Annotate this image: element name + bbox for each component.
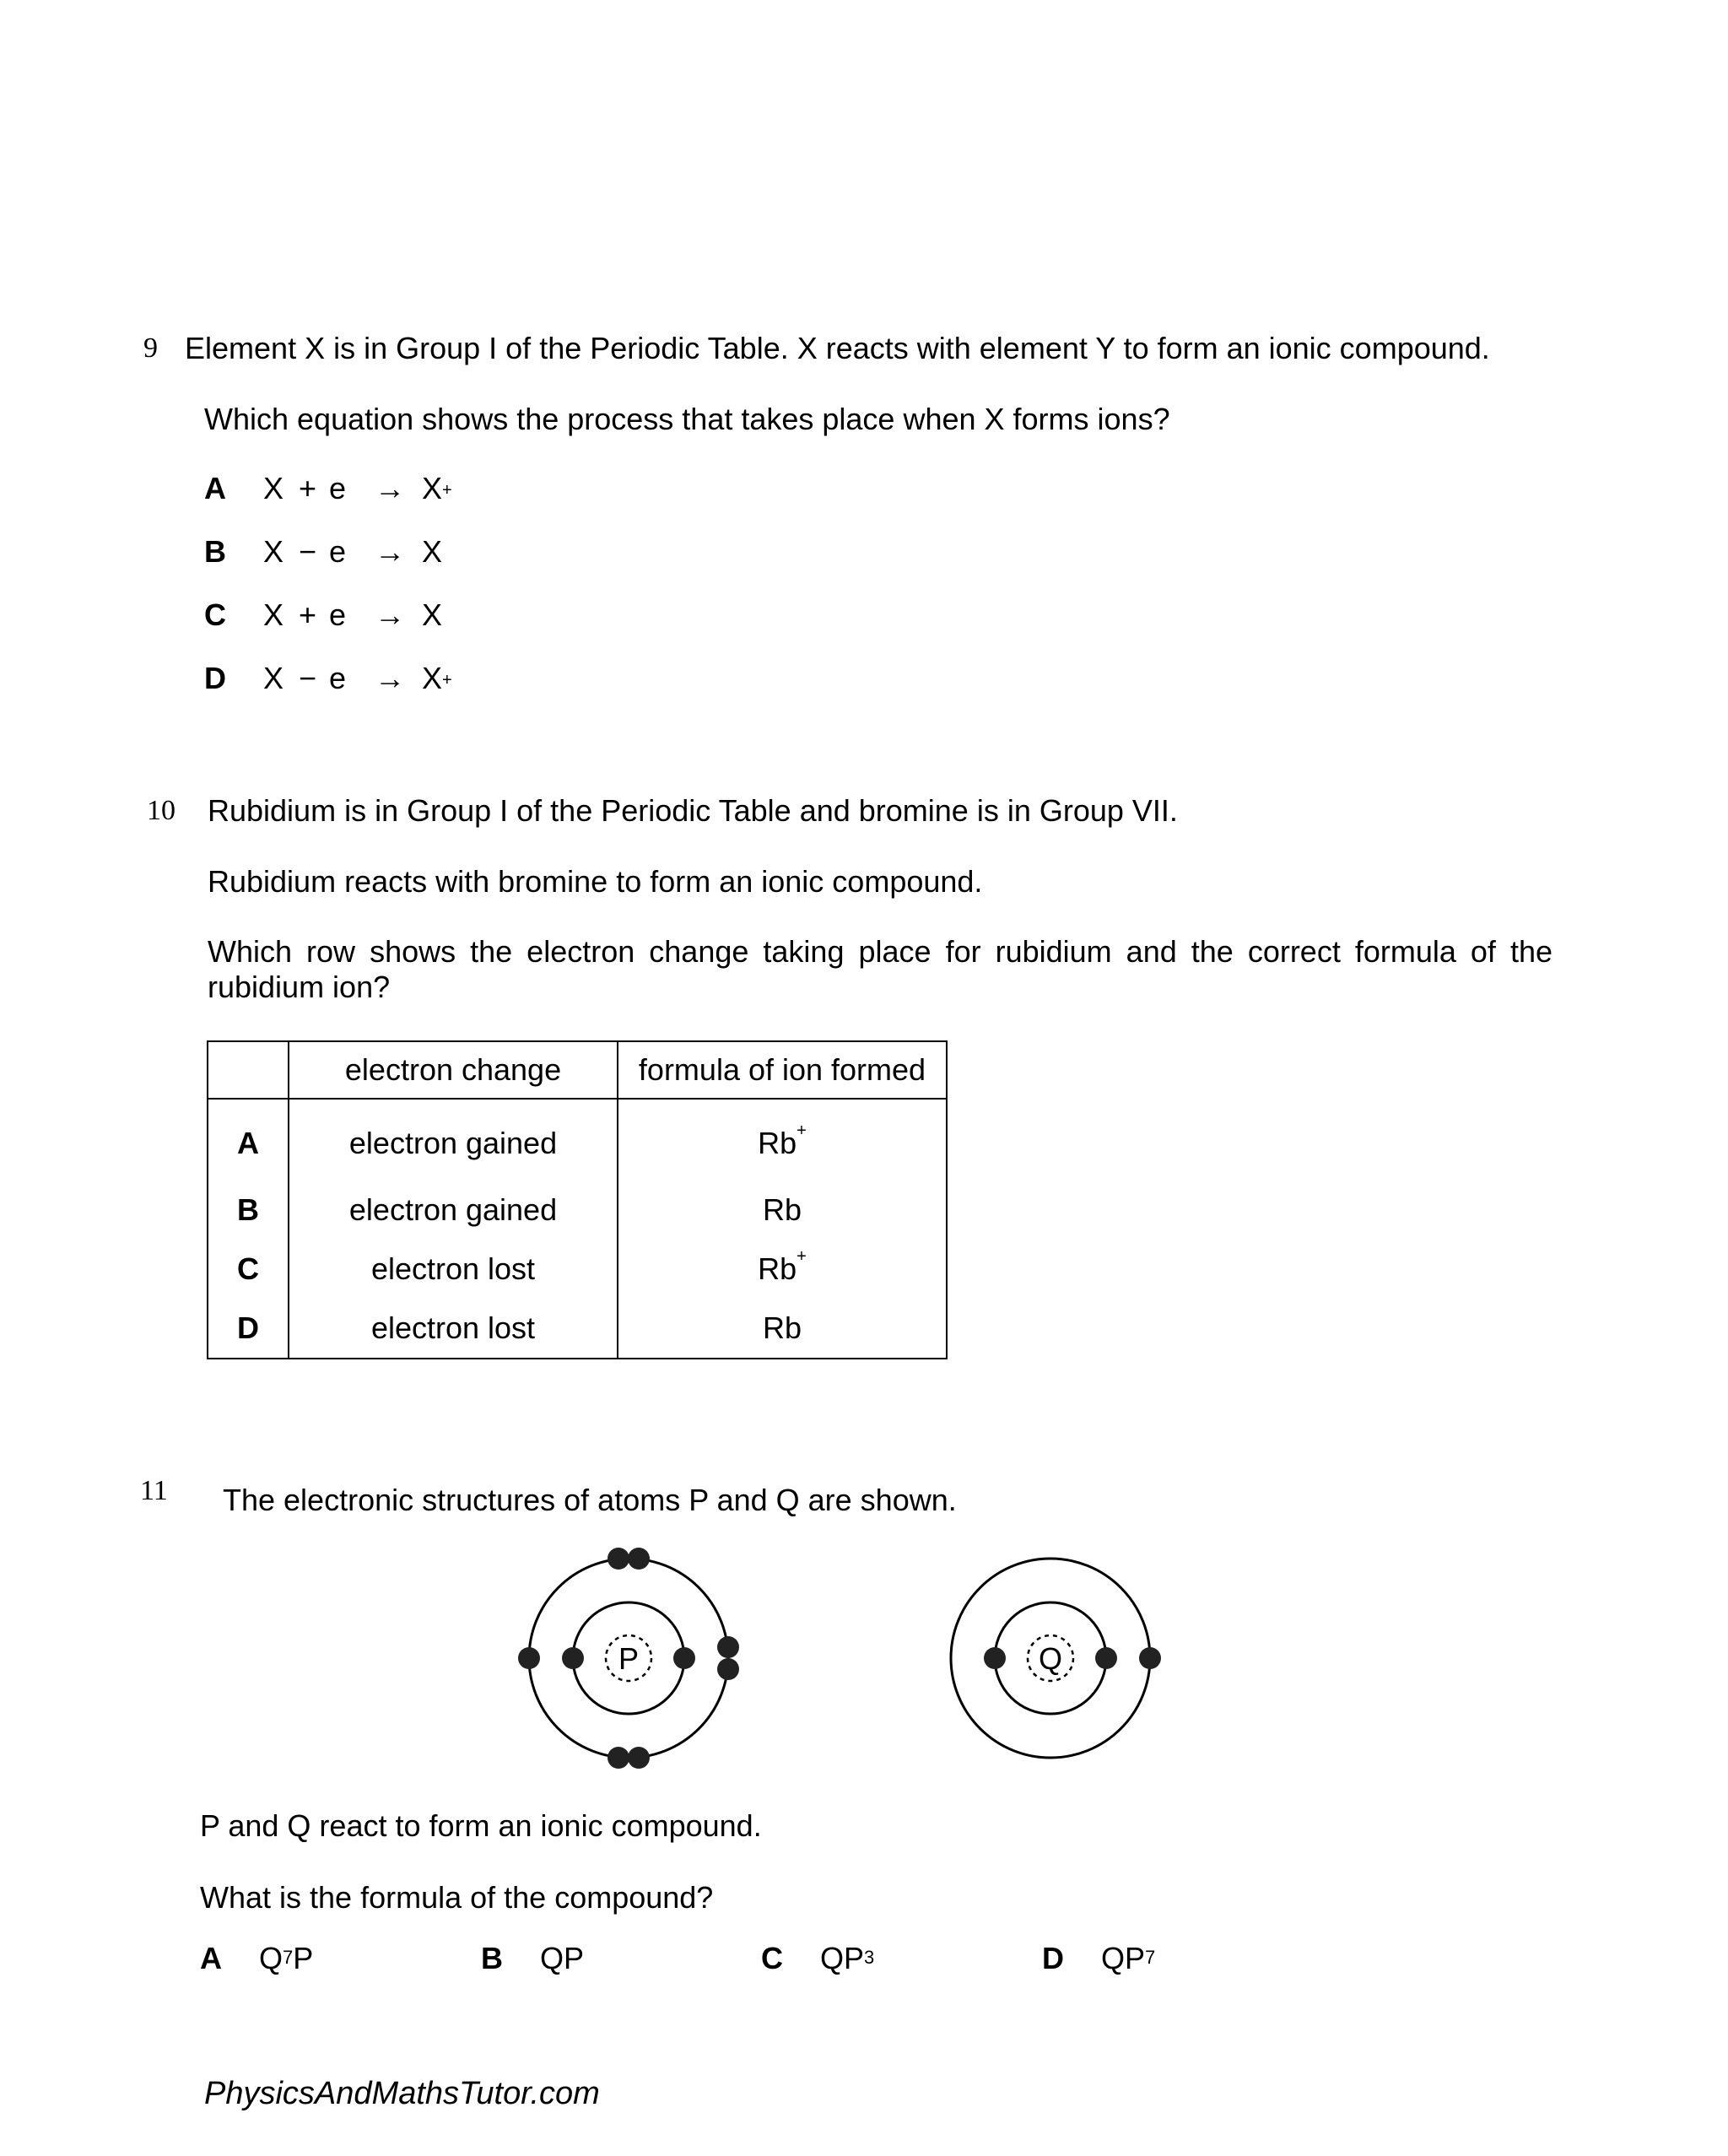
arrow-icon: → xyxy=(375,662,405,695)
electron xyxy=(628,1548,650,1570)
electron xyxy=(518,1647,540,1669)
reactant: X xyxy=(263,534,284,569)
operator: + xyxy=(299,471,317,505)
option-letter: D xyxy=(204,661,226,695)
option-c[interactable] xyxy=(761,1940,874,1977)
row-ion-formula xyxy=(618,1181,947,1240)
arrow-icon: → xyxy=(375,472,405,505)
ion-symbol: Rb xyxy=(758,1251,797,1286)
formula-subscript: 7 xyxy=(283,1947,294,1968)
question-9-stem: Element X is in Group I of the Periodic Table. X reacts with element Y to form an ionic compound. xyxy=(185,331,1490,365)
option-letter: B xyxy=(204,534,226,569)
operator: − xyxy=(299,534,317,569)
option-letter: A xyxy=(200,1941,222,1975)
option-d[interactable] xyxy=(204,660,452,697)
question-10-prompt: Which row shows the electron change taking place for rubidium and the correct formula of the rubidium ion? xyxy=(208,934,1552,1004)
electron xyxy=(717,1658,739,1680)
row-letter: C xyxy=(208,1240,289,1299)
question-11-number: 11 xyxy=(140,1475,168,1506)
option-b[interactable] xyxy=(204,533,442,570)
product: X xyxy=(422,471,443,505)
option-c[interactable] xyxy=(204,597,442,634)
rubidium-answer-table xyxy=(207,1040,948,1359)
arrow-icon: → xyxy=(375,598,405,632)
row-electron-change: electron gained xyxy=(289,1099,618,1181)
row-letter: A xyxy=(208,1099,289,1181)
electron: e xyxy=(329,597,347,632)
electron xyxy=(608,1548,629,1570)
question-9-number: 9 xyxy=(143,332,158,364)
formula-part: P xyxy=(293,1941,314,1975)
electron xyxy=(628,1747,650,1769)
electron xyxy=(608,1747,629,1769)
electron: e xyxy=(329,471,347,505)
product: X xyxy=(422,534,443,569)
arrow-icon: → xyxy=(375,535,405,569)
electron-diagrams xyxy=(472,1519,1198,1789)
electron xyxy=(562,1647,584,1669)
atom-q-symbol: Q xyxy=(1038,1641,1063,1676)
charge: + xyxy=(442,481,452,500)
option-b[interactable] xyxy=(481,1940,584,1977)
product: X xyxy=(422,597,443,632)
ion-charge: + xyxy=(796,1247,807,1266)
option-letter: B xyxy=(481,1941,503,1975)
reactant: X xyxy=(263,661,284,695)
atom-q-diagram xyxy=(951,1559,1161,1758)
ion-symbol: Rb xyxy=(762,1310,802,1345)
question-10-stem-2: Rubidium reacts with bromine to form an ionic compound. xyxy=(208,864,983,899)
ion-symbol: Rb xyxy=(762,1192,802,1227)
question-11-stem: The electronic structures of atoms P and Q are shown. xyxy=(223,1483,957,1517)
ion-symbol: Rb xyxy=(758,1126,797,1160)
electron xyxy=(717,1636,739,1658)
product: X xyxy=(422,661,443,695)
option-letter: A xyxy=(204,471,226,505)
option-a[interactable] xyxy=(200,1940,313,1977)
row-ion-formula xyxy=(618,1240,947,1299)
atom-p-symbol: P xyxy=(618,1641,640,1676)
electron xyxy=(673,1647,695,1669)
formula-subscript: 7 xyxy=(1145,1947,1156,1968)
electron xyxy=(984,1647,1006,1669)
table-row[interactable] xyxy=(208,1181,947,1240)
footer-watermark: PhysicsAndMathsTutor.com xyxy=(204,2076,600,2111)
table-row[interactable] xyxy=(208,1240,947,1299)
formula-part: QP xyxy=(1101,1941,1146,1975)
option-a[interactable] xyxy=(204,470,452,507)
table-row[interactable] xyxy=(208,1099,947,1181)
operator: − xyxy=(299,661,317,695)
atom-p-diagram xyxy=(518,1548,739,1769)
row-electron-change: electron lost xyxy=(289,1299,618,1359)
row-electron-change: electron gained xyxy=(289,1181,618,1240)
option-letter: D xyxy=(1042,1941,1064,1975)
row-letter: B xyxy=(208,1181,289,1240)
table-header-electron-change: electron change xyxy=(289,1041,618,1099)
question-11-line-1: P and Q react to form an ionic compound. xyxy=(200,1808,762,1843)
electron xyxy=(1095,1647,1117,1669)
charge: + xyxy=(442,671,452,689)
table-header-row xyxy=(208,1041,947,1099)
electron xyxy=(1139,1647,1161,1669)
table-header-blank xyxy=(208,1041,289,1099)
electron: e xyxy=(329,661,347,695)
option-letter: C xyxy=(204,597,226,632)
row-ion-formula xyxy=(618,1299,947,1359)
formula-part: QP xyxy=(820,1941,865,1975)
table-row[interactable] xyxy=(208,1299,947,1359)
formula-part: Q xyxy=(259,1941,284,1975)
reactant: X xyxy=(263,471,284,505)
question-10-stem: Rubidium is in Group I of the Periodic Table and bromine is in Group VII. xyxy=(208,793,1178,828)
option-d[interactable] xyxy=(1042,1940,1155,1977)
formula-subscript: 3 xyxy=(864,1947,875,1968)
table-header-ion-formula: formula of ion formed xyxy=(618,1041,947,1099)
question-10-number: 10 xyxy=(147,795,176,826)
ion-charge: + xyxy=(796,1121,807,1140)
formula-part: QP xyxy=(540,1941,585,1975)
question-9-prompt: Which equation shows the process that takes place when X forms ions? xyxy=(204,402,1170,436)
question-11-prompt: What is the formula of the compound? xyxy=(200,1880,714,1915)
row-letter: D xyxy=(208,1299,289,1359)
row-ion-formula xyxy=(618,1099,947,1181)
electron: e xyxy=(329,534,347,569)
operator: + xyxy=(299,597,317,632)
row-electron-change: electron lost xyxy=(289,1240,618,1299)
reactant: X xyxy=(263,597,284,632)
option-letter: C xyxy=(761,1941,783,1975)
